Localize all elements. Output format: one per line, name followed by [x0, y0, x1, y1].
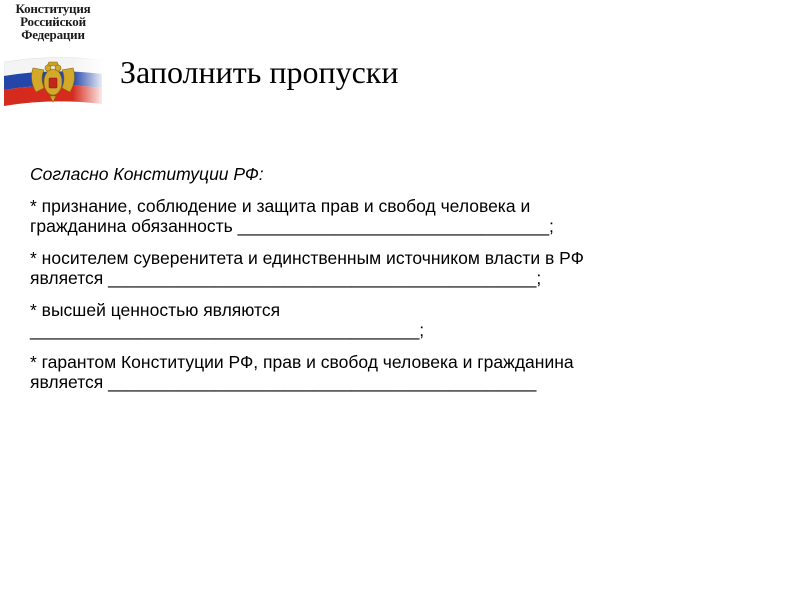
logo-line-2: Российской [20, 14, 86, 29]
item-4-line-2: является ____________________________________________ [30, 372, 537, 392]
item-4-line-1: * гарантом Конституции РФ, прав и свобод человека и гражданина [30, 351, 574, 372]
intro-text: Согласно Конституции РФ: [30, 164, 264, 184]
russian-flag-with-coat-of-arms-icon [4, 54, 102, 110]
fill-in-item-1 [30, 196, 770, 237]
fill-in-item-2 [30, 248, 770, 289]
slide-title: Заполнить пропуски [120, 54, 399, 90]
item-2-line-1: * носителем суверенитета и единственным источником власти в РФ [30, 247, 584, 268]
item-3-line-1: * высшей ценностью являются [30, 299, 281, 320]
constitution-logo [4, 2, 102, 110]
fill-in-item-4 [30, 352, 770, 393]
logo-line-3: Федерации [21, 27, 85, 42]
item-1-line-2: гражданина обязанность ________________________________; [30, 216, 554, 236]
fill-in-item-3 [30, 300, 770, 341]
item-1-line-1: * признание, соблюдение и защита прав и свобод человека и [30, 195, 531, 216]
slide-body [30, 164, 770, 404]
logo-line-1: Конституция [15, 1, 91, 16]
item-3-line-2: ________________________________________; [30, 320, 425, 340]
logo-caption [4, 2, 102, 41]
item-2-line-2: является ____________________________________________; [30, 268, 542, 288]
